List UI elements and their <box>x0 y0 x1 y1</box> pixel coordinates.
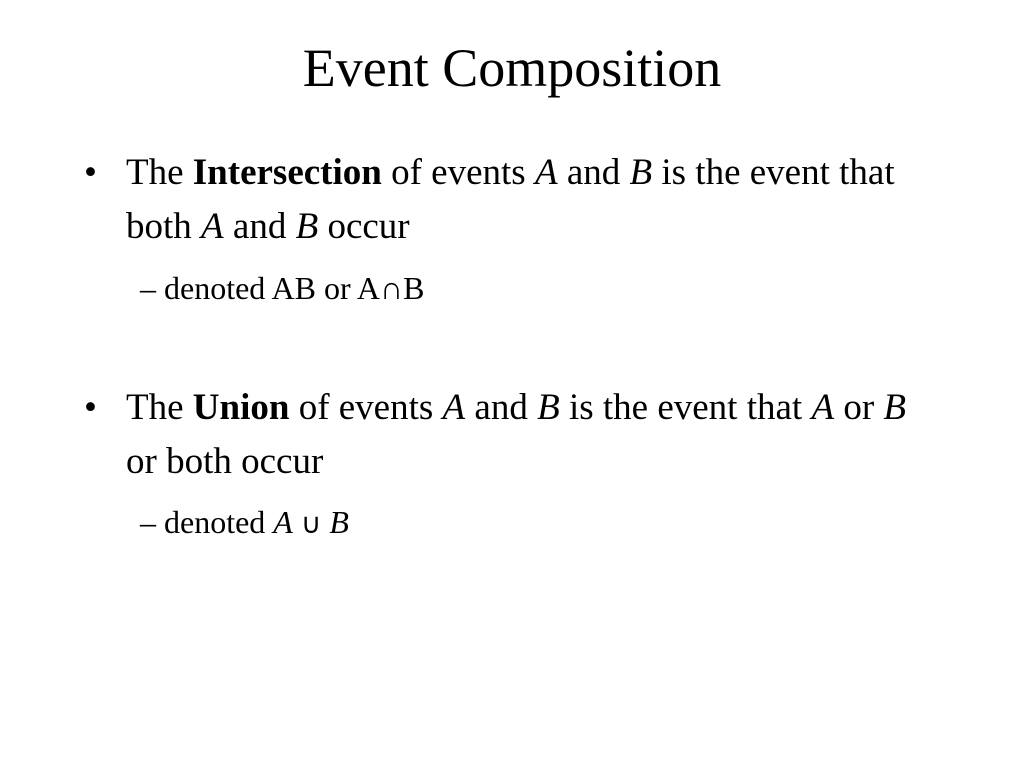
text-run: of events <box>289 387 443 428</box>
text-run <box>293 504 301 540</box>
text-run: is the event that <box>559 387 812 428</box>
text-run: occur <box>318 206 410 247</box>
sub-bullet-intersection <box>140 268 900 308</box>
slide-title: Event Composition <box>302 38 722 98</box>
sub-bullet-union <box>140 502 900 544</box>
text-run: and <box>465 387 538 428</box>
text-run: denoted AB or A <box>164 270 380 306</box>
sub-bullet-marker: – <box>140 504 156 540</box>
var-a: A <box>273 504 293 540</box>
bullet-marker: • <box>84 152 97 193</box>
var-b: B <box>295 206 319 247</box>
var-b: B <box>629 152 653 193</box>
text-run: or <box>834 387 884 428</box>
text-run: of events <box>381 152 535 193</box>
bullet-text <box>126 381 914 489</box>
text-run: The <box>126 387 193 428</box>
intersection-symbol: ∩ <box>379 270 404 306</box>
bullet-union <box>84 381 914 489</box>
text-run: and <box>557 152 630 193</box>
text-run: B <box>403 270 425 306</box>
bullet-intersection <box>84 146 914 254</box>
text-run: denoted <box>164 504 274 540</box>
var-a: A <box>534 152 558 193</box>
text-run: or both occur <box>126 441 324 482</box>
var-a: A <box>201 206 224 247</box>
var-b: B <box>883 387 906 428</box>
text-run: The <box>126 152 193 193</box>
term-intersection: Intersection <box>192 152 382 193</box>
var-b: B <box>329 504 349 540</box>
var-a: A <box>442 387 466 428</box>
bullet-text <box>126 146 914 254</box>
var-a: A <box>811 387 835 428</box>
text-run: is the event that both <box>126 152 895 247</box>
text-run: and <box>223 206 296 247</box>
term-union: Union <box>192 387 290 428</box>
bullet-marker: • <box>84 387 97 428</box>
sub-bullet-marker: – <box>140 270 156 306</box>
var-b: B <box>537 387 560 428</box>
union-symbol: ∪ <box>300 507 322 540</box>
